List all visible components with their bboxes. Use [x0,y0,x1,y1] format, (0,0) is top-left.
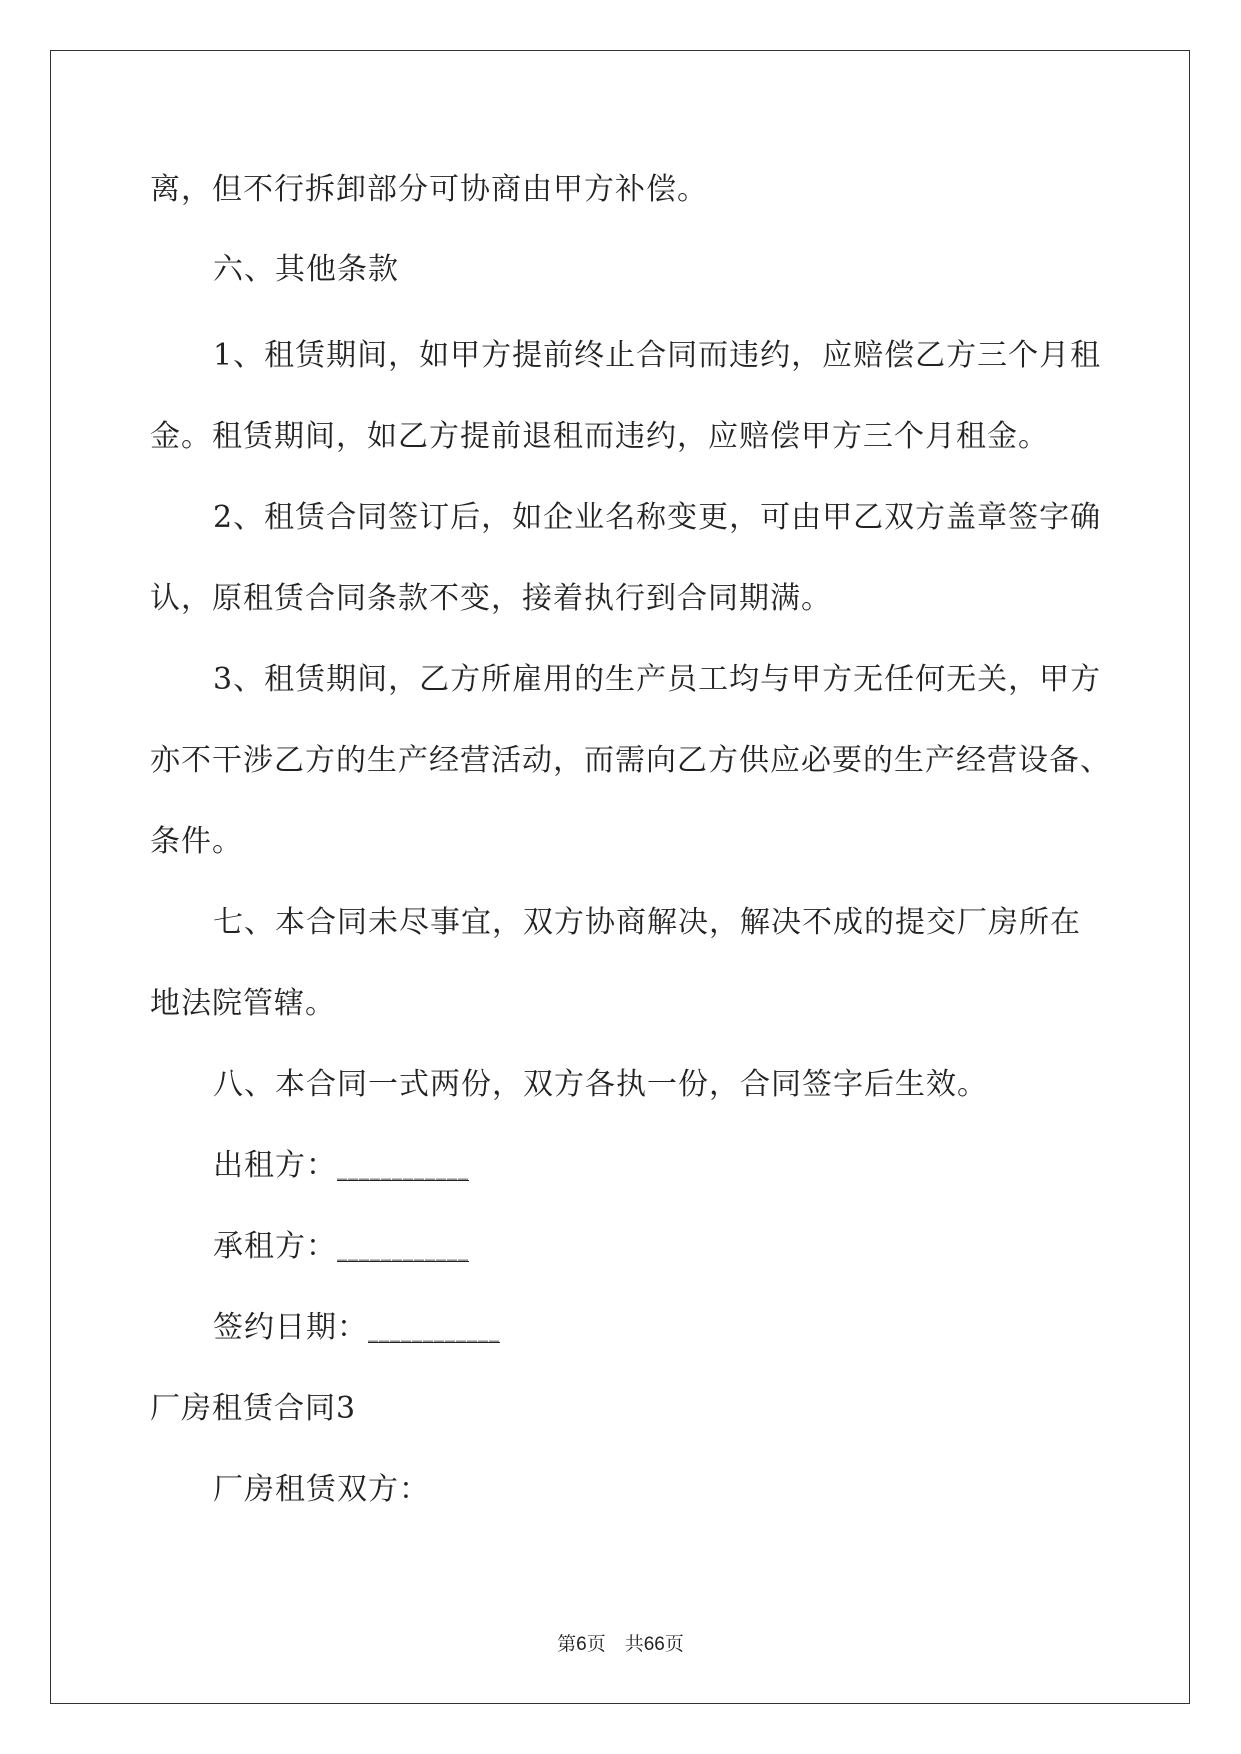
signature-lessor [213,1146,469,1188]
page-footer [0,1632,1241,1657]
section-heading: 六、其他条款 [213,252,399,287]
page-border [50,50,1190,1704]
signature-date-blank: ____________ [368,1318,500,1342]
clause-line: 条件。 [150,824,243,859]
clause-line: 1、租赁期间，如甲方提前终止合同而违约，应赔偿乙方三个月租 [213,338,1102,373]
total-pages: 66 [643,1634,665,1655]
signature-date [213,1308,500,1350]
page-prefix: 第 [557,1633,577,1655]
body-line: 离，但不行拆卸部分可协商由甲方补偿。 [150,172,708,207]
signature-lessor-label: 出租方： [213,1148,337,1183]
signature-lessee-blank: ____________ [337,1237,469,1261]
next-contract-title: 厂房租赁合同3 [150,1391,357,1426]
section-heading: 七、本合同未尽事宜，双方协商解决，解决不成的提交厂房所在 [213,905,1081,940]
clause-line: 2、租赁合同签订后，如企业名称变更，可由甲乙双方盖章签字确 [213,500,1102,535]
signature-lessee-label: 承租方： [213,1229,337,1264]
signature-lessee [213,1227,469,1269]
clause-line: 金。租赁期间，如乙方提前退租而违约，应赔偿甲方三个月租金。 [150,419,1049,454]
parties-label: 厂房租赁双方： [213,1472,430,1507]
clause-line: 亦不干涉乙方的生产经营活动，而需向乙方供应必要的生产经营设备、 [150,743,1111,778]
page-number: 6 [576,1634,587,1655]
page-mid: 页 共 [586,1633,644,1655]
clause-line: 地法院管辖。 [150,986,336,1021]
page-suffix: 页 [664,1633,684,1655]
signature-date-label: 签约日期： [213,1310,368,1345]
signature-lessor-blank: ____________ [337,1156,469,1180]
clause-line: 认，原租赁合同条款不变，接着执行到合同期满。 [150,581,832,616]
section-heading: 八、本合同一式两份，双方各执一份，合同签字后生效。 [213,1067,988,1102]
clause-line: 3、租赁期间，乙方所雇用的生产员工均与甲方无任何无关，甲方 [213,662,1102,697]
